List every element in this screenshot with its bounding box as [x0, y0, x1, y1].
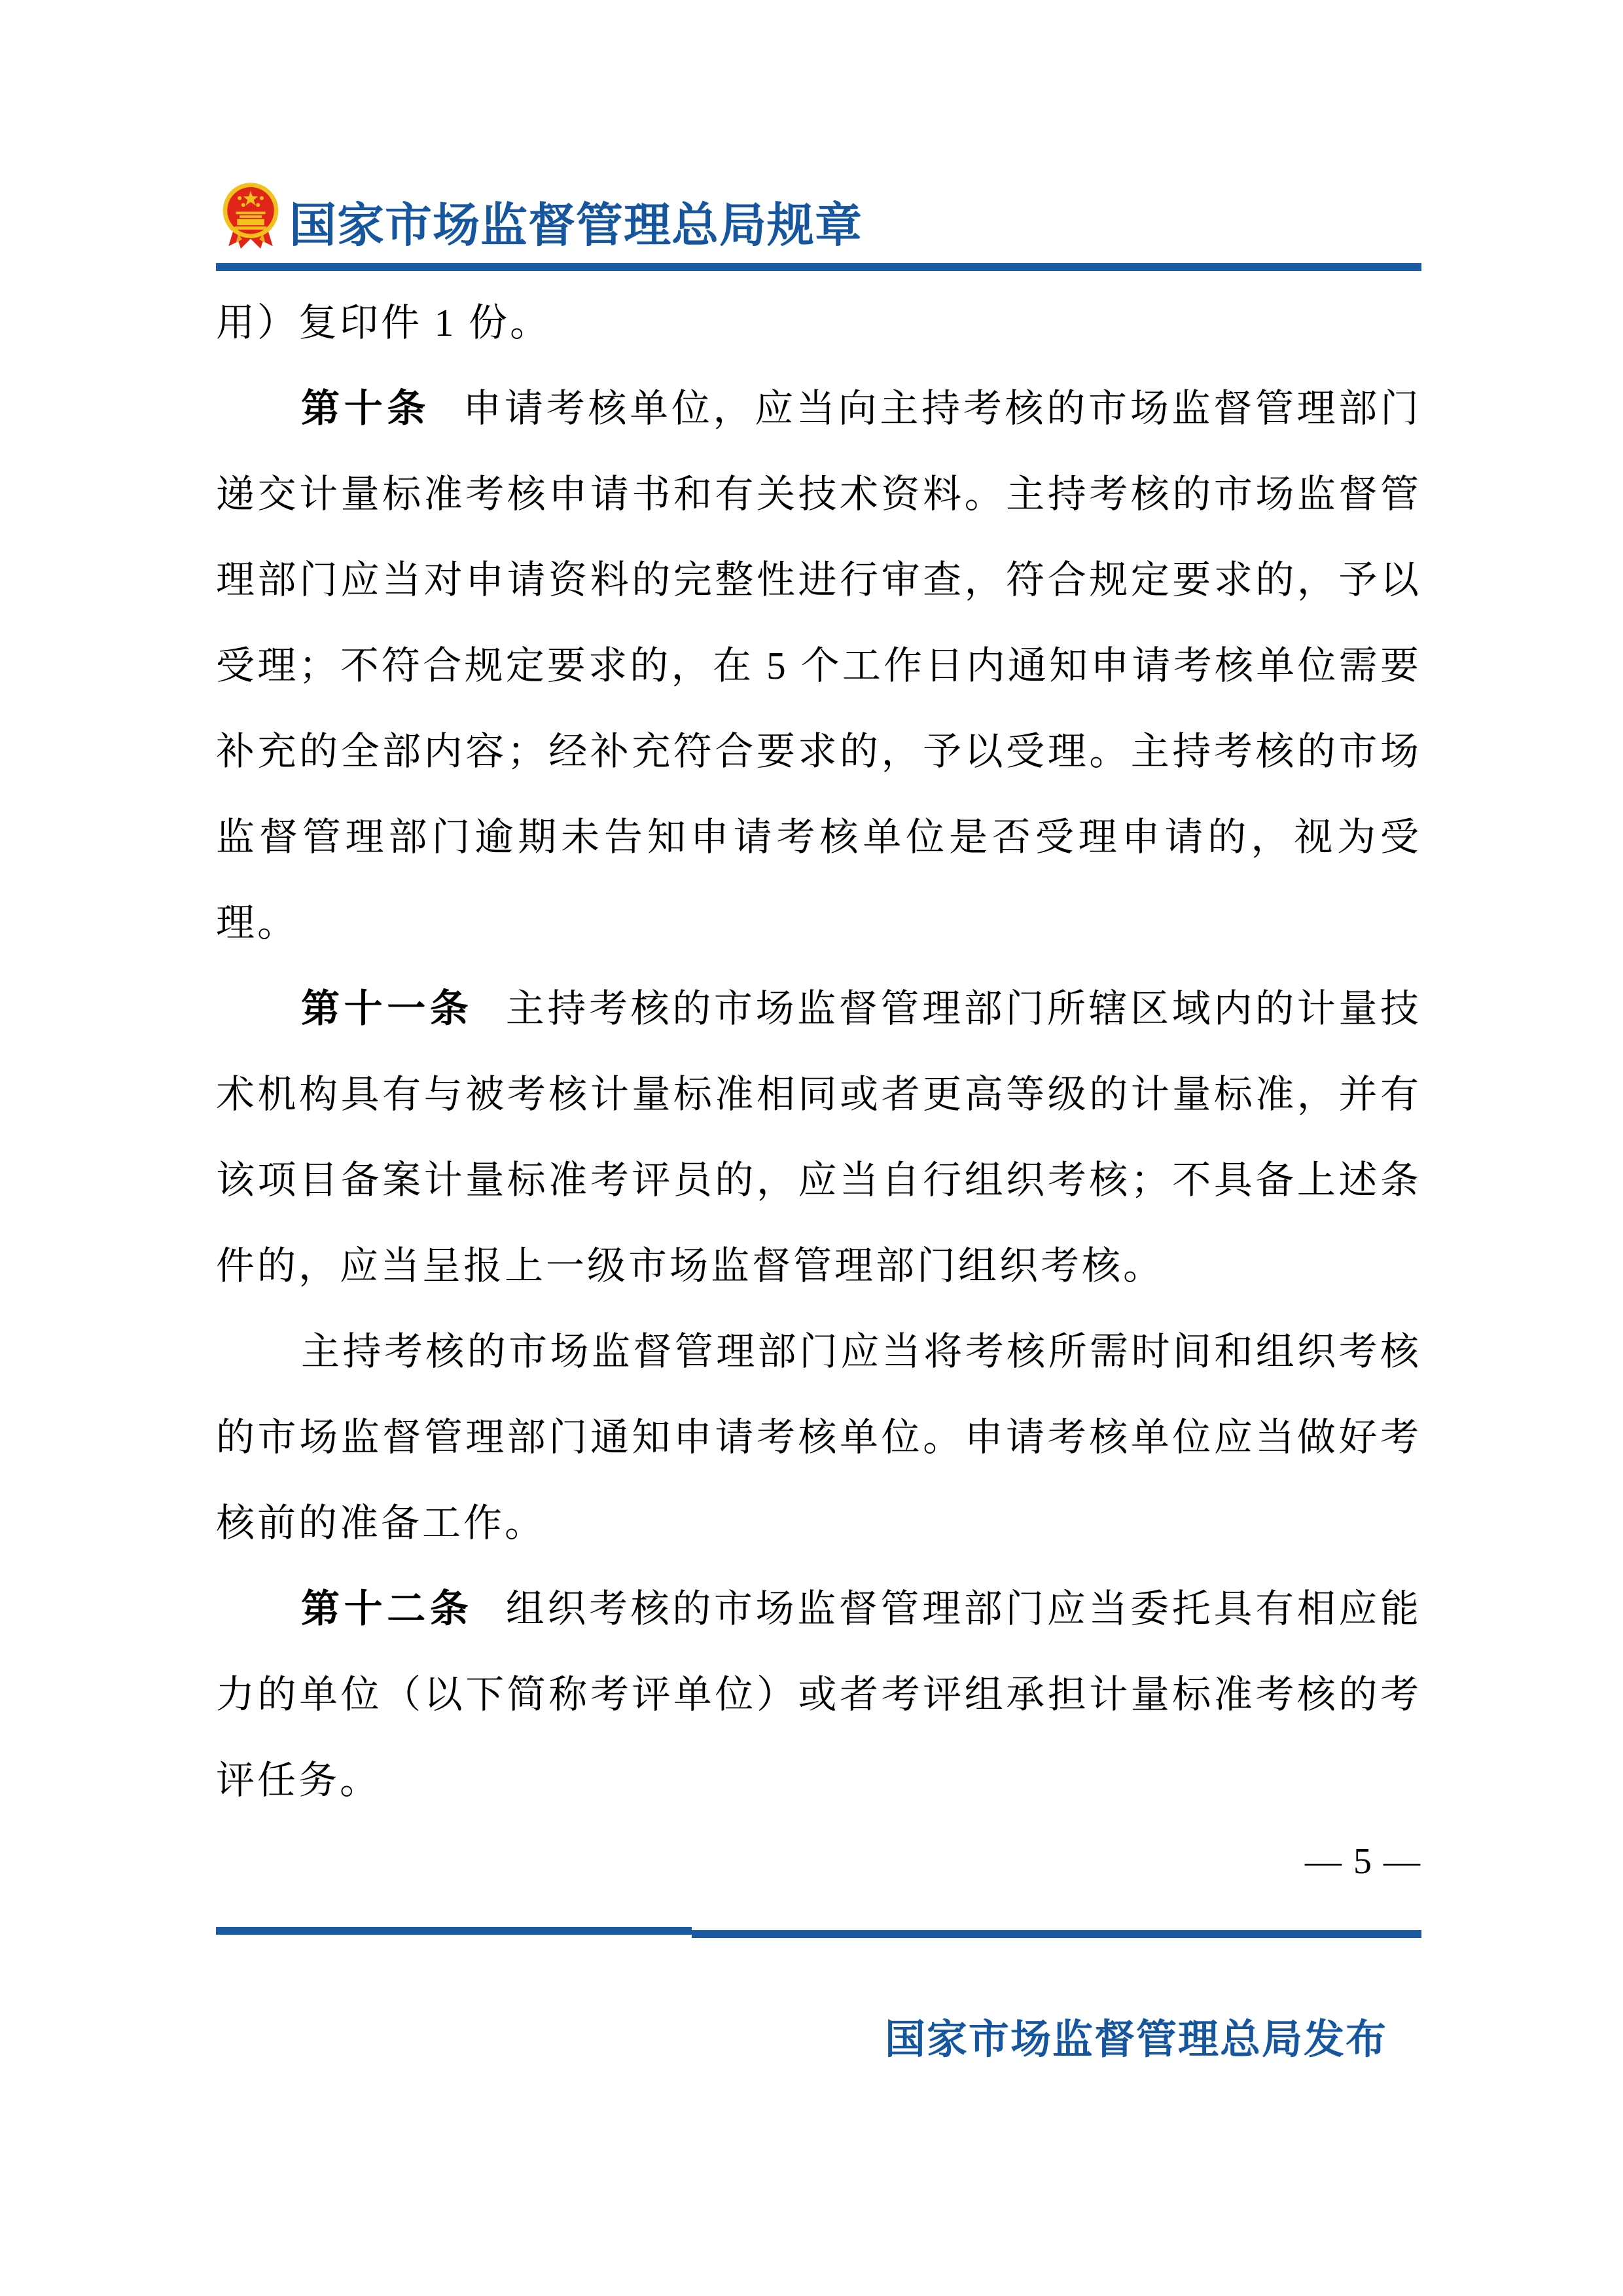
- paragraph-text: 主持考核的市场监督管理部门应当将考核所需时间和组织考核的市场监督管理部门通知申请考核单位。申请考核单位应当做好考核前的准备工作。: [216, 1330, 1421, 1545]
- header-rule: [216, 263, 1421, 271]
- article-number: 第十二条: [301, 1587, 473, 1630]
- paragraph-text: 申请考核单位，应当向主持考核的市场监督管理部门递交计量标准考核申请书和有关技术资料。主持考核的市场监督管理部门应当对申请资料的完整性进行审查，符合规定要求的，予以受理；不符合规定要求的，在 5 个工作日内通知申请考核单位需要补充的全部内容；经补充符合要求的，予以受理。主持考核的市场监督管理部门逾期未告知申请考核单位是否受理申请的，视为受理。: [216, 387, 1421, 944]
- national-emblem-icon: [220, 182, 281, 251]
- article-number: 第十一条: [301, 987, 473, 1030]
- page-header: [216, 175, 1421, 274]
- page-number: — 5 —: [1305, 1841, 1421, 1882]
- footer-rule: [216, 1927, 692, 1935]
- footer-rule: [692, 1930, 1421, 1938]
- body-paragraph: [216, 966, 1421, 1309]
- document-body: [216, 280, 1421, 1823]
- article-number: 第十条: [301, 387, 431, 430]
- paragraph-text: 用）复印件 1 份。: [216, 301, 552, 344]
- document-title: 国家市场监督管理总局规章: [289, 200, 863, 252]
- paragraph-text: 组织考核的市场监督管理部门应当委托具有相应能力的单位（以下简称考评单位）或者考评组承担计量标准考核的考评任务。: [216, 1587, 1421, 1802]
- body-paragraph: [216, 1309, 1421, 1566]
- body-paragraph: [216, 1566, 1421, 1823]
- footer-publisher: 国家市场监督管理总局发布: [885, 2018, 1388, 2062]
- body-paragraph: [216, 280, 1421, 366]
- body-paragraph: [216, 366, 1421, 966]
- paragraph-text: 主持考核的市场监督管理部门所辖区域内的计量技术机构具有与被考核计量标准相同或者更高等级的计量标准，并有该项目备案计量标准考评员的，应当自行组织考核；不具备上述条件的，应当呈报上一级市场监督管理部门组织考核。: [216, 987, 1421, 1287]
